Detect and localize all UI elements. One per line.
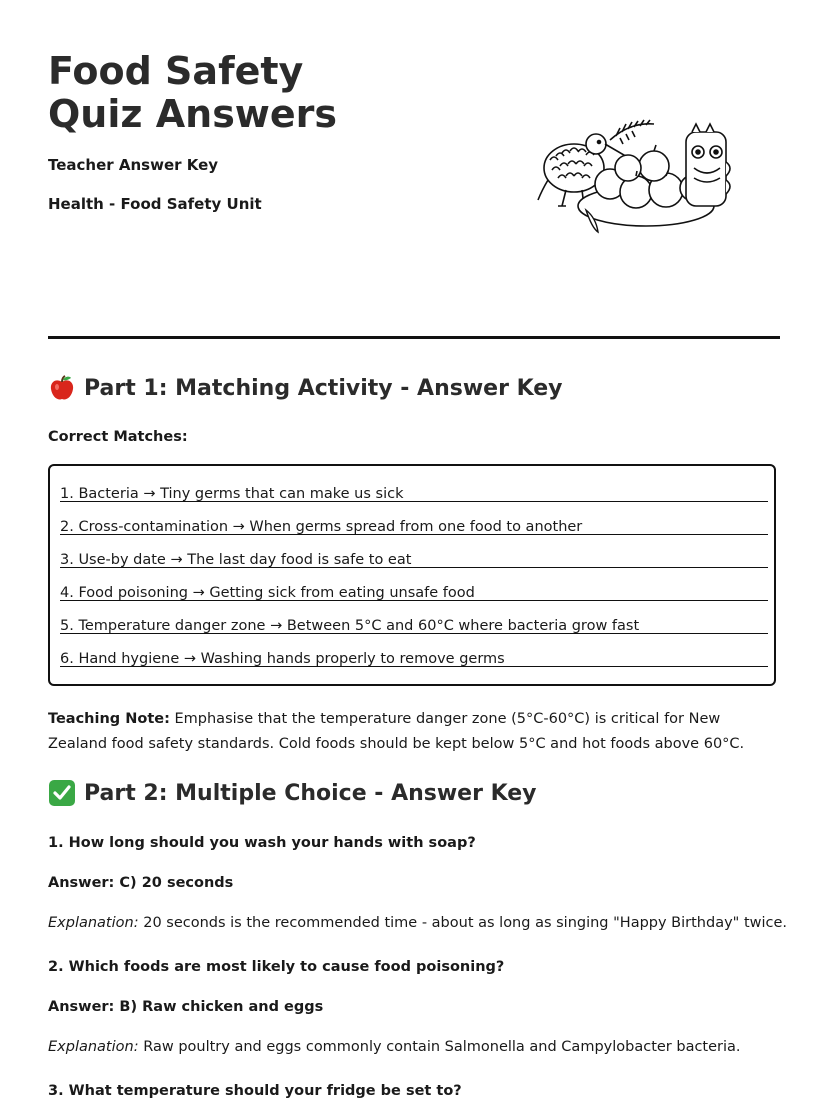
part2-heading — [48, 779, 537, 807]
question-3: 3. What temperature should your fridge be set to? — [48, 1083, 462, 1099]
match-item: 3. Use-by date → The last day food is safe to eat — [60, 536, 768, 568]
match-item: 2. Cross-contamination → When germs spread from one food to another — [60, 503, 768, 535]
explanation-text: Raw poultry and eggs commonly contain Salmonella and Campylobacter bacteria. — [138, 1039, 741, 1055]
subtitle-answer-key: Teacher Answer Key — [48, 156, 219, 174]
teaching-note-label: Teaching Note: — [48, 711, 170, 727]
answer-2: Answer: B) Raw chicken and eggs — [48, 999, 324, 1015]
explanation-2 — [48, 1039, 741, 1055]
match-item: 4. Food poisoning → Getting sick from eating unsafe food — [60, 569, 768, 601]
correct-matches-label: Correct Matches: — [48, 429, 188, 445]
part1-heading — [48, 374, 563, 402]
match-item: 5. Temperature danger zone → Between 5°C and 60°C where bacteria grow fast — [60, 602, 768, 634]
section-divider — [48, 336, 780, 339]
teaching-note-text: Emphasise that the temperature danger zone (5°C-60°C) is critical for New Zealand food safety standards. Cold foods should be kept below 5°C and hot foods above 60°C. — [48, 711, 745, 752]
match-item: 6. Hand hygiene → Washing hands properly to remove germs — [60, 635, 768, 667]
part1-heading-text: Part 1: Matching Activity - Answer Key — [84, 375, 563, 401]
check-mark-icon — [48, 779, 76, 807]
question-2: 2. Which foods are most likely to cause food poisoning? — [48, 959, 505, 975]
apple-icon — [48, 374, 76, 402]
matches-box — [48, 464, 776, 686]
match-item: 1. Bacteria → Tiny germs that can make us sick — [60, 470, 768, 502]
explanation-1 — [48, 915, 787, 931]
kiwi-fruit-illustration — [536, 118, 746, 238]
teaching-note — [48, 707, 780, 757]
answer-1: Answer: C) 20 seconds — [48, 875, 234, 891]
header — [48, 50, 780, 250]
page-title: Food Safety Quiz Answers — [48, 49, 338, 136]
explanation-text: 20 seconds is the recommended time - about as long as singing "Happy Birthday" twice. — [138, 915, 788, 931]
subtitle-unit: Health - Food Safety Unit — [48, 195, 262, 213]
part2-heading-text: Part 2: Multiple Choice - Answer Key — [84, 780, 537, 806]
question-1: 1. How long should you wash your hands with soap? — [48, 835, 476, 851]
explanation-label: Explanation: — [48, 915, 139, 931]
explanation-label: Explanation: — [48, 1039, 139, 1055]
